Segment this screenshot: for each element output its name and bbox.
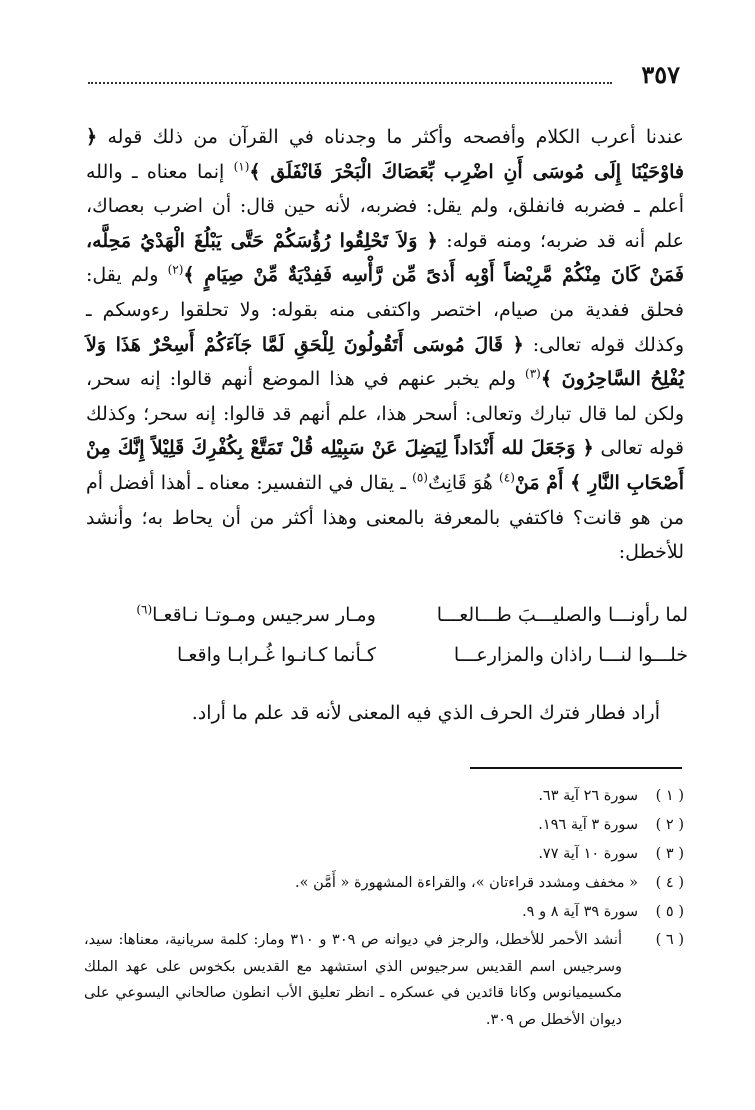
footnote-item: [84, 840, 684, 869]
footnote-text: أنشد الأحمر للأخطل، والرجز في ديوانه ص ٣٠٩ و ٣١٠ ومار: كلمة سريانية، معناها: سيد، وسرجيس اسم القديس سرجيوس الذي استشهد مع القديس بكخوس على عهد الملك مكسيميانوس وكانا قائدين في عسكره ـ انظر تعليق الأب انطون صالحاني اليسوعي على ديوان الأخطل ص ٣٠٩.: [84, 932, 622, 1028]
poem-hemistich-text: ومـار سرجيس ومـوتـا نـاقعـا: [152, 604, 376, 626]
footnote-text: سورة ٣ آية ١٩٦.: [538, 817, 638, 833]
text-run: ولم يخبر عنهم في هذا الموضع أنهم قالوا: إنه سحر، ولكن لما قال تبارك وتعالى: أسحر هذا، علم أنهم قد قالوا: إنه سحر؛ وكذلك قوله تعالى: [86, 368, 684, 460]
poem-hemistich-text: كـأنما كـانـوا غُـرابـا واقعـا: [176, 644, 376, 666]
footnote-item: [84, 811, 684, 840]
footnote-ref[interactable]: (٦): [136, 602, 153, 617]
footnote-item: [84, 927, 684, 1033]
footnote-number: ( ٥ ): [655, 904, 684, 920]
quran-verse-continued: هُوَ قَانِتٌ: [427, 471, 500, 494]
footnote-item: [84, 869, 684, 898]
footnote-separator: [470, 767, 682, 769]
footnote-number: ( ٢ ): [655, 817, 684, 833]
poem-verse: [110, 604, 688, 644]
quran-verse: ﴿ وَلاَ تَحْلِقُوا رُؤُسَكُمْ حَتَّى يَبْلُغَ الْهَدْيُ مَحِلَّه، فَمَنْ كَانَ مِنْكُمْ مَّرِيْضاً أَوْبِه أَذىً مِّن رَّأْسِه فَفِدْيَةٌ مِّنْ صِيَامٍ ﴾: [86, 229, 684, 287]
footnote-text: « مخفف ومشدد قراءتان »، والقراءة المشهورة « أَمَّن ».: [295, 875, 638, 891]
page-header: [88, 60, 680, 90]
text-run: إنما معناه ـ والله أعلم ـ فضربه فانفلق، ولم يقل: فضربه، لأنه حين قال: أن اضرب بعصاك، علم أنه قد ضربه؛ ومنه قوله:: [86, 160, 684, 252]
footnote-number: ( ٤ ): [655, 875, 684, 891]
header-dotted-rule: [88, 82, 612, 84]
main-text: [86, 120, 684, 570]
footnote-ref[interactable]: (٤): [499, 470, 515, 485]
poem-second-hemistich: [110, 604, 376, 644]
poem-second-hemistich: [110, 644, 376, 684]
footnote-number: ( ٣ ): [655, 846, 684, 862]
page-number: ٣٥٧: [641, 60, 680, 89]
footnote-text: سورة ٣٩ آية ٨ و ٩.: [522, 904, 638, 920]
footnote-ref[interactable]: (٥): [412, 470, 428, 485]
text-run: ولم يقل: فحلق ففدية من صيام، اختصر واكتفى منه بقوله: ولا تحلقوا رءوسكم ـ وكذلك قوله تعالى:: [86, 264, 684, 356]
poem: [110, 604, 688, 684]
footnotes: [84, 782, 684, 1033]
quran-verse: ﴿ وَجَعَلَ لله أَنْدَاداً لِيَضِلَ عَنْ سَبِيْلِه قُلْ تَمَتَّعْ بِكُفْرِكَ قَلِيْلاً إِنَّكَ مِنْ أَصْحَابِ النَّارِ ﴾ أَمْ مَنْ: [86, 437, 684, 494]
footnote-number: ( ٦ ): [655, 932, 684, 948]
footnote-number: ( ١ ): [655, 788, 684, 804]
closing-paragraph: أراد فطار فترك الحرف الذي فيه المعنى لأنه قد علم ما أراد.: [191, 702, 660, 724]
text-run: ـ يقال في التفسير: معناه ـ أهذا أفضل أم من هو قانت؟ فاكتفي بالمعرفة بالمعنى وهذا أكثر من أن يحاط به؛ وأنشد للأخطل:: [86, 471, 684, 564]
text-run: عندنا أعرب الكلام وأفصحه وأكثر ما وجدناه في القرآن من ذلك قوله: [97, 126, 684, 148]
quran-verse: ﴿ فاوْحَيْنَا إِلَى مُوسَى أَنِ اضْرِب بِّعَصَاكَ الْبَحْرَ فَانْفَلَق ﴾: [86, 126, 684, 183]
poem-first-hemistich: خلـــوا لنـــا راذان والمزارعـــا: [453, 644, 688, 666]
quran-verse: ﴿ قَالَ مُوسَى أَتَقُولُونَ لِلْحَقِ لَمَّا جَآءَكُمْ أَسِحْرٌ هَذَا وَلاَ يُفْلِحُ السَّاحِرُونَ ﴾: [86, 333, 684, 391]
poem-first-hemistich: لما رأونـــا والصليـــبَ طـــالعـــا: [436, 604, 688, 626]
main-paragraph: [86, 120, 684, 570]
footnote-text: سورة ٢٦ آية ٦٣.: [538, 788, 638, 804]
poem-verse: [110, 644, 688, 684]
footnote-text: سورة ١٠ آية ٧٧.: [538, 846, 638, 862]
footnote-ref[interactable]: (٣): [525, 366, 541, 381]
footnote-item: [84, 898, 684, 927]
footnote-ref[interactable]: (١): [233, 159, 250, 174]
footnote-item: [84, 782, 684, 811]
footnote-ref[interactable]: (٢): [167, 263, 184, 278]
closing-sentence: [120, 696, 660, 730]
